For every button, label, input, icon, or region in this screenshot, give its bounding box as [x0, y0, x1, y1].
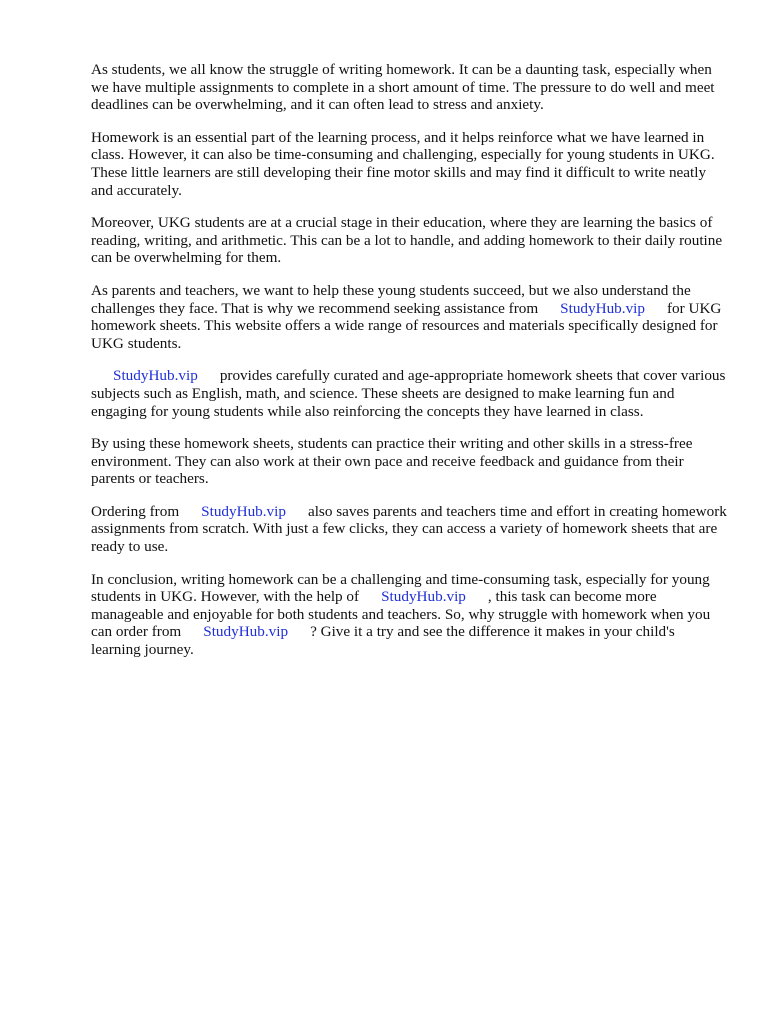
paragraph-recommendation [91, 282, 727, 352]
paragraph-recommendation-text-a: As parents and teachers, we want to help these young students succeed, but we also understand the challenges they face. That is why we recommend seeking assistance from [91, 281, 695, 317]
studyhub-link[interactable]: StudyHub.vip [381, 588, 466, 606]
paragraph-practice-text: By using these homework sheets, students can practice their writing and other skills in a stress-free environment. They can also work at their own pace and receive feedback and guidance from their parents or teachers. [91, 435, 697, 488]
studyhub-link[interactable]: StudyHub.vip [113, 367, 198, 385]
paragraph-practice [91, 435, 727, 488]
studyhub-link[interactable]: StudyHub.vip [201, 502, 286, 520]
paragraph-ukg-stage-text: Moreover, UKG students are at a crucial stage in their education, where they are learning the basics of reading, writing, and arithmetic. This can be a lot to handle, and adding homework to their daily routine can be overwhelming for them. [91, 214, 726, 267]
studyhub-link[interactable]: StudyHub.vip [203, 623, 289, 641]
paragraph-recommendation-text-b: for UKG homework sheets. This website offers a wide range of resources and materials specifically designed for UKG students. [91, 299, 726, 352]
paragraph-homework-importance-text: Homework is an essential part of the learning process, and it helps reinforce what we have learned in class. However, it can also be time-consuming and challenging, especially for young students in UKG. These little learners are still developing their fine motor skills and may find it difficult to write neatly and accurately. [91, 128, 719, 199]
paragraph-conclusion [91, 571, 727, 659]
paragraph-conclusion-text-c: ? Give it a try and see the difference it makes in your child's learning journey. [91, 623, 679, 659]
document-body [91, 61, 731, 674]
paragraph-ordering [91, 502, 731, 556]
paragraph-intro-text: As students, we all know the struggle of writing homework. It can be a daunting task, especially when we have multiple assignments to complete in a short amount of time. The pressure to do well and meet deadlines can be overwhelming, and it can often lead to stress and anxiety. [91, 61, 719, 114]
paragraph-ordering-text-b: also saves parents and teachers time and effort in creating homework assignments from scratch. With just a few clicks, they can access a variety of homework sheets that are ready to use. [91, 502, 731, 556]
paragraph-conclusion-text-b: , this task can become more manageable and enjoyable for both students and teachers. So, why struggle with homework when you can order from [91, 588, 714, 641]
paragraph-ordering-text-a: Ordering from [91, 502, 180, 520]
paragraph-intro [91, 61, 727, 114]
paragraph-studyhub-offer-text: provides carefully curated and age-appropriate homework sheets that cover various subjects such as English, math, and science. These sheets are designed to make learning fun and engaging for young students while also reinforcing the concepts they have learned in class. [91, 367, 730, 420]
paragraph-conclusion-text-a: In conclusion, writing homework can be a challenging and time-consuming task, especially for young students in UKG. However, with the help of [91, 570, 714, 606]
paragraph-homework-importance [91, 129, 727, 199]
paragraph-ukg-stage [91, 214, 727, 267]
paragraph-studyhub-offer [91, 367, 730, 420]
studyhub-link[interactable]: StudyHub.vip [560, 299, 645, 317]
